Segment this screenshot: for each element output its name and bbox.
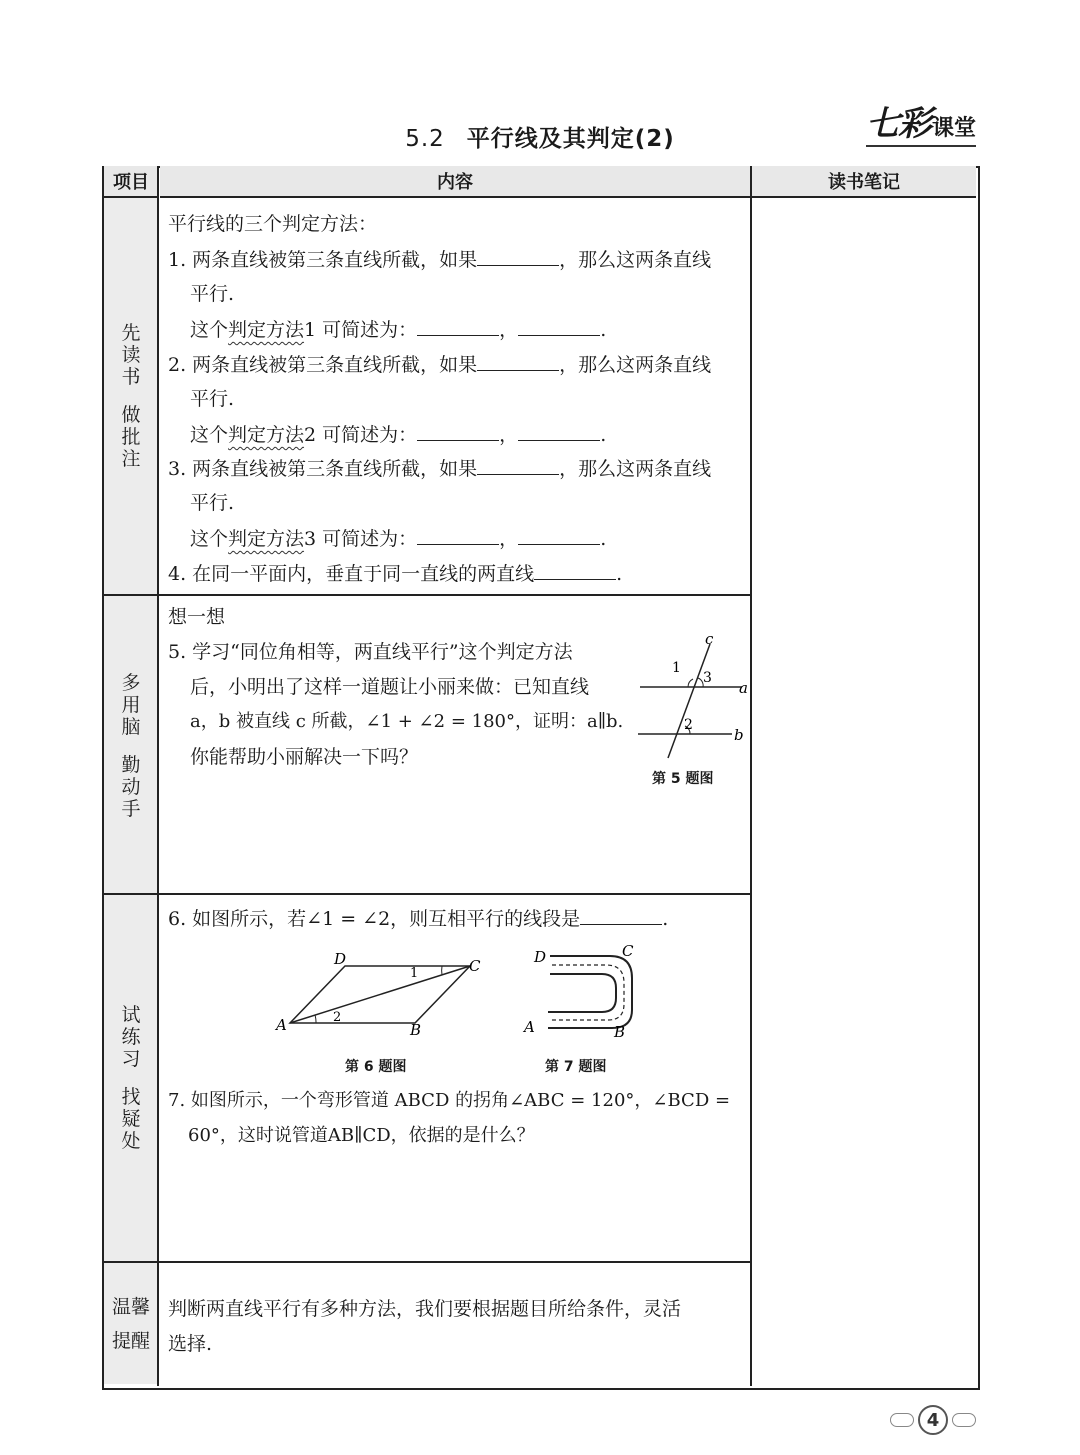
figure-5-caption: 第 5 题图 (652, 771, 714, 787)
answer-blank[interactable] (518, 422, 600, 441)
section-title: 平行线及其判定(2) (466, 126, 675, 152)
figure-5 (630, 630, 750, 760)
label-b: b (734, 726, 744, 744)
figure-7-caption: 第 7 题图 (545, 1059, 607, 1075)
angle-2: 2 (684, 717, 693, 733)
angle-1: 1 (410, 966, 419, 981)
question-2-summary: 这个判定方法2 可简述为： ， . (190, 424, 607, 446)
label-think: 多 用 脑 勤 动 手 (121, 672, 141, 820)
question-6: 6. 如图所示，若∠1 = ∠2，则互相平行的线段是 . (168, 908, 669, 930)
answer-blank[interactable] (477, 456, 559, 475)
answer-blank[interactable] (518, 317, 600, 336)
label-a: a (739, 679, 748, 697)
ornament-left (890, 1413, 914, 1427)
answer-blank[interactable] (477, 247, 559, 266)
page-title (0, 120, 1080, 153)
label-c: c (705, 630, 714, 648)
ornament-right (952, 1413, 976, 1427)
brand-small: 课堂 (931, 116, 976, 141)
vertex-d: D (534, 948, 547, 966)
question-3-cont: 平行. (190, 492, 235, 514)
vertex-a: A (524, 1018, 535, 1036)
question-3-summary: 这个判定方法3 可简述为： ， . (190, 528, 607, 550)
label-read: 先 读 书 做 批 注 (121, 322, 141, 470)
answer-blank[interactable] (580, 906, 662, 925)
answer-blank[interactable] (477, 352, 559, 371)
answer-blank[interactable] (518, 526, 600, 545)
question-5-line-4: 你能帮助小丽解决一下吗？ (190, 746, 419, 768)
page-number (890, 1405, 976, 1435)
grid-line (750, 166, 752, 1386)
tip-line-2: 选择. (168, 1333, 213, 1355)
label-tip: 温馨 提醒 (111, 1296, 150, 1352)
header-notes: 读书笔记 (752, 166, 976, 198)
question-4: 4. 在同一平面内，垂直于同一直线的两直线 . (168, 563, 623, 585)
angle-1: 1 (672, 660, 681, 676)
question-2-cont: 平行. (190, 388, 235, 410)
answer-blank[interactable] (417, 317, 499, 336)
question-1-cont: 平行. (190, 283, 235, 305)
vertex-c: C (469, 957, 481, 975)
answer-blank[interactable] (417, 526, 499, 545)
brand-script: 七彩 (865, 104, 930, 144)
answer-blank[interactable] (417, 422, 499, 441)
question-2: 2. 两条直线被第三条直线所截，如果 ，那么这两条直线 (168, 354, 712, 376)
question-5-line-2: 后，小明出了这样一道题让小丽来做：已知直线 (190, 676, 590, 698)
answer-blank[interactable] (534, 561, 616, 580)
vertex-d: D (334, 950, 347, 968)
question-1-summary: 这个判定方法1 可简述为： ， . (190, 319, 607, 341)
question-5-line-1: 5. 学习“同位角相等，两直线平行”这个判定方法 (168, 641, 573, 663)
section-number: 5.2 (405, 126, 445, 152)
angle-2: 2 (333, 1010, 342, 1025)
figure-7 (520, 940, 650, 1040)
header-item: 项目 (104, 166, 158, 198)
angle-3: 3 (703, 670, 712, 686)
vertex-c: C (622, 942, 634, 960)
grid-line (102, 893, 752, 895)
read-intro: 平行线的三个判定方法： (168, 213, 378, 235)
grid-line (102, 1261, 752, 1263)
tip-line-1: 判断两直线平行有多种方法，我们要根据题目所给条件，灵活 (168, 1298, 682, 1320)
header-content: 内容 (160, 166, 750, 198)
grid-line (102, 594, 752, 596)
vertex-a: A (276, 1016, 287, 1034)
question-3: 3. 两条直线被第三条直线所截，如果 ，那么这两条直线 (168, 458, 712, 480)
vertex-b: B (410, 1021, 422, 1039)
think-heading: 想一想 (168, 606, 226, 628)
question-7-line-1: 7. 如图所示，一个弯形管道 ABCD 的拐角∠ABC = 120°，∠BCD = (168, 1090, 731, 1111)
page-number-value: 4 (918, 1405, 948, 1435)
figure-6-caption: 第 6 题图 (345, 1059, 407, 1075)
vertex-b: B (614, 1023, 626, 1040)
question-1: 1. 两条直线被第三条直线所截，如果 ，那么这两条直线 (168, 249, 712, 271)
question-5-line-3: a，b 被直线 c 所截，∠1 + ∠2 = 180°，证明：a∥b. (190, 711, 624, 732)
label-practice: 试 练 习 找 疑 处 (121, 1004, 141, 1152)
question-7-line-2: 60°，这时说管道AB∥CD，依据的是什么？ (188, 1125, 535, 1146)
worksheet-table (102, 166, 980, 1390)
figure-6 (270, 948, 490, 1043)
